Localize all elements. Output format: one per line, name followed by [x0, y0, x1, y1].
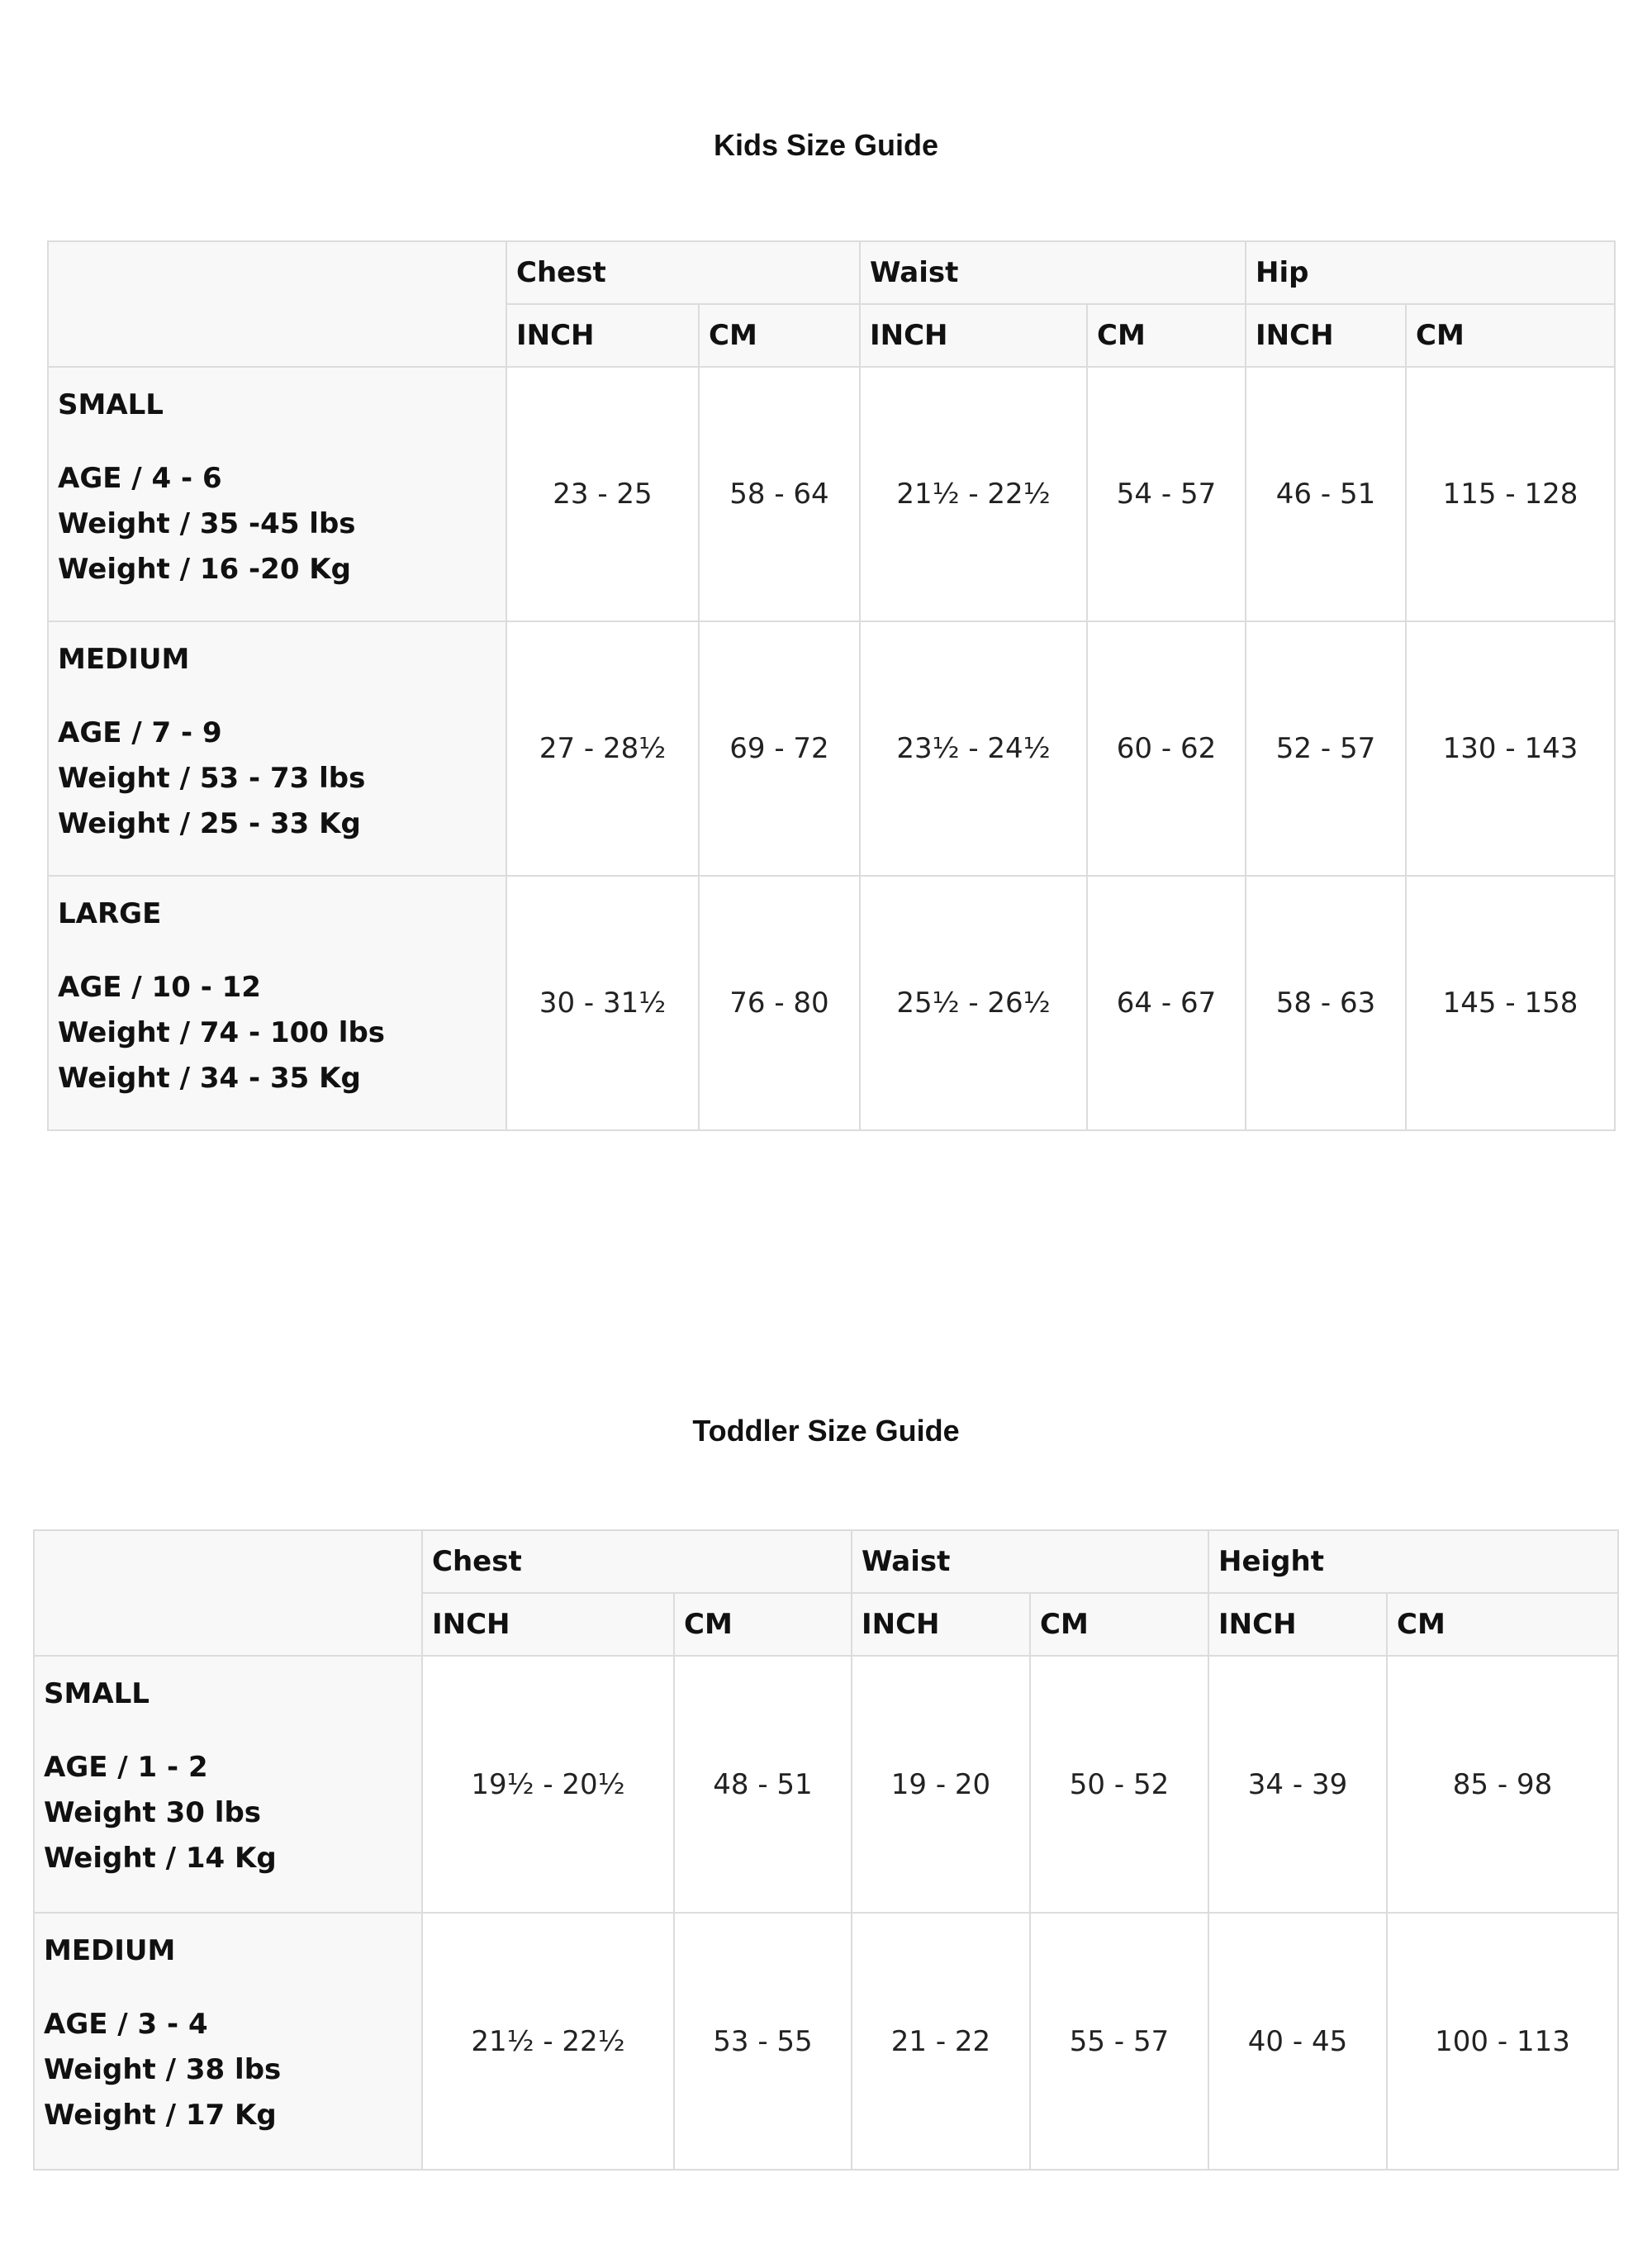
unit-header: CM	[699, 304, 860, 367]
waist-cm-cell: 50 - 52	[1030, 1656, 1208, 1913]
unit-header: CM	[1387, 1593, 1618, 1656]
size-age: AGE / 1 - 2	[44, 1751, 208, 1784]
chest-cm-cell: 76 - 80	[699, 876, 860, 1130]
waist-cm-cell: 55 - 57	[1030, 1913, 1208, 2170]
unit-header: INCH	[860, 304, 1087, 367]
size-weight-kg: Weight / 34 - 35 Kg	[58, 1062, 361, 1095]
chest-inch-cell: 27 - 28½	[506, 621, 699, 876]
unit-header: INCH	[1246, 304, 1406, 367]
group-header-waist: Waist	[860, 241, 1246, 304]
size-label-cell	[48, 621, 506, 876]
size-weight-kg: Weight / 17 Kg	[44, 2099, 277, 2132]
group-header-height: Height	[1208, 1530, 1618, 1593]
size-weight-kg: Weight / 14 Kg	[44, 1842, 277, 1875]
waist-cm-cell: 54 - 57	[1087, 367, 1246, 621]
unit-header: CM	[1087, 304, 1246, 367]
kids-size-guide-title: Kids Size Guide	[713, 128, 939, 162]
height-cm-cell: 85 - 98	[1387, 1656, 1618, 1913]
chest-inch-cell: 19½ - 20½	[422, 1656, 674, 1913]
chest-inch-cell: 23 - 25	[506, 367, 699, 621]
waist-inch-cell: 21 - 22	[852, 1913, 1030, 2170]
waist-inch-cell: 19 - 20	[852, 1656, 1030, 1913]
chest-cm-cell: 48 - 51	[674, 1656, 852, 1913]
group-header-row	[34, 1530, 1618, 1593]
size-age: AGE / 10 - 12	[58, 971, 261, 1004]
waist-inch-cell: 21½ - 22½	[860, 367, 1087, 621]
size-weight-kg: Weight / 25 - 33 Kg	[58, 807, 361, 840]
unit-header: CM	[1030, 1593, 1208, 1656]
unit-header: CM	[1406, 304, 1615, 367]
group-header-chest: Chest	[506, 241, 860, 304]
height-cm-cell: 100 - 113	[1387, 1913, 1618, 2170]
hip-inch-cell: 58 - 63	[1246, 876, 1406, 1130]
chest-cm-cell: 53 - 55	[674, 1913, 852, 2170]
size-age: AGE / 4 - 6	[58, 462, 222, 495]
chest-cm-cell: 69 - 72	[699, 621, 860, 876]
corner-cell	[34, 1530, 422, 1656]
size-weight-lbs: Weight / 38 lbs	[44, 2053, 282, 2086]
size-label-cell	[34, 1913, 422, 2170]
chest-cm-cell: 58 - 64	[699, 367, 860, 621]
toddler-size-table	[33, 1529, 1619, 2171]
chest-inch-cell: 30 - 31½	[506, 876, 699, 1130]
waist-inch-cell: 25½ - 26½	[860, 876, 1087, 1130]
height-inch-cell: 34 - 39	[1208, 1656, 1387, 1913]
waist-inch-cell: 23½ - 24½	[860, 621, 1087, 876]
unit-header: INCH	[506, 304, 699, 367]
toddler-size-guide-title: Toddler Size Guide	[692, 1414, 960, 1448]
hip-cm-cell: 130 - 143	[1406, 621, 1615, 876]
size-label-cell	[34, 1656, 422, 1913]
kids-size-table	[47, 240, 1616, 1131]
table-row	[48, 367, 1615, 621]
hip-cm-cell: 115 - 128	[1406, 367, 1615, 621]
size-weight-lbs: Weight 30 lbs	[44, 1796, 262, 1829]
unit-header: CM	[674, 1593, 852, 1656]
group-header-row	[48, 241, 1615, 304]
unit-header: INCH	[1208, 1593, 1387, 1656]
size-weight-lbs: Weight / 74 - 100 lbs	[58, 1016, 386, 1049]
size-weight-lbs: Weight / 35 -45 lbs	[58, 507, 356, 540]
size-age: AGE / 3 - 4	[44, 2008, 208, 2041]
waist-cm-cell: 60 - 62	[1087, 621, 1246, 876]
waist-cm-cell: 64 - 67	[1087, 876, 1246, 1130]
size-name: MEDIUM	[44, 1934, 176, 1967]
table-row	[48, 621, 1615, 876]
size-age: AGE / 7 - 9	[58, 716, 222, 749]
size-label-cell	[48, 876, 506, 1130]
hip-inch-cell: 46 - 51	[1246, 367, 1406, 621]
size-label-cell	[48, 367, 506, 621]
table-row	[48, 876, 1615, 1130]
table-row	[34, 1656, 1618, 1913]
size-weight-kg: Weight / 16 -20 Kg	[58, 553, 351, 586]
group-header-chest: Chest	[422, 1530, 852, 1593]
size-name: MEDIUM	[58, 643, 190, 676]
size-name: LARGE	[58, 897, 162, 930]
hip-cm-cell: 145 - 158	[1406, 876, 1615, 1130]
chest-inch-cell: 21½ - 22½	[422, 1913, 674, 2170]
table-row	[34, 1913, 1618, 2170]
height-inch-cell: 40 - 45	[1208, 1913, 1387, 2170]
hip-inch-cell: 52 - 57	[1246, 621, 1406, 876]
size-name: SMALL	[44, 1677, 150, 1710]
size-name: SMALL	[58, 388, 164, 421]
corner-cell	[48, 241, 506, 367]
group-header-hip: Hip	[1246, 241, 1615, 304]
size-weight-lbs: Weight / 53 - 73 lbs	[58, 762, 366, 795]
unit-header: INCH	[852, 1593, 1030, 1656]
unit-header: INCH	[422, 1593, 674, 1656]
group-header-waist: Waist	[852, 1530, 1208, 1593]
